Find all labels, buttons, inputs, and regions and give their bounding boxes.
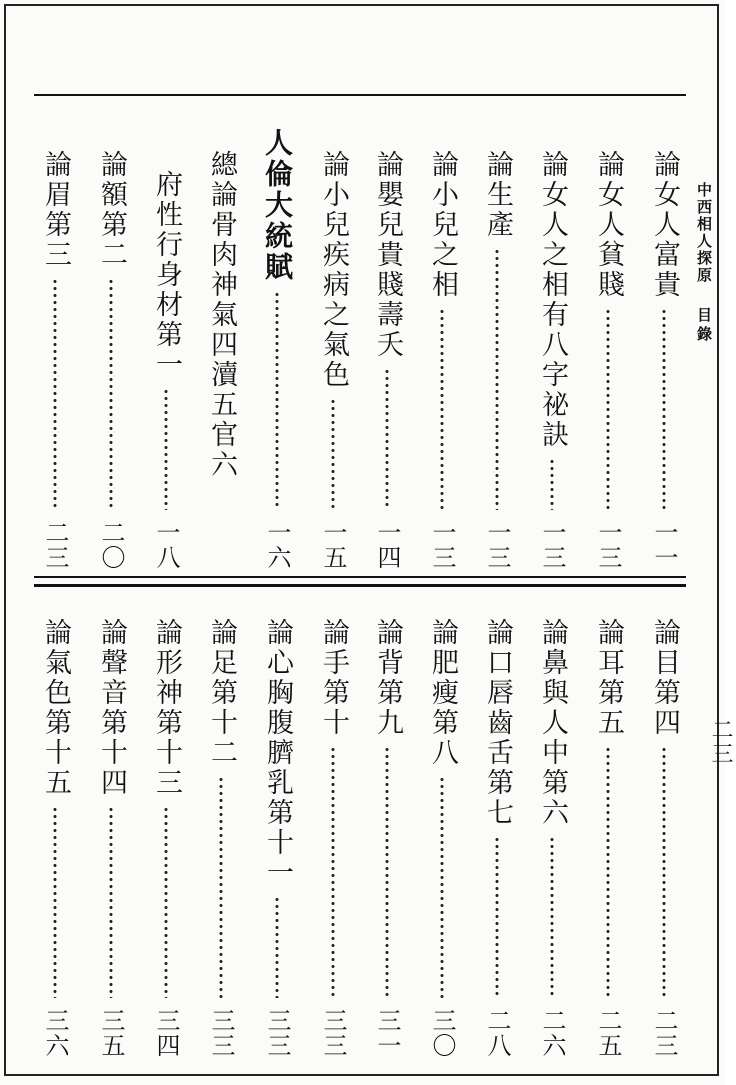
dot-leader bbox=[163, 388, 169, 510]
page-number: 二三 bbox=[708, 718, 733, 766]
dot-leader bbox=[108, 806, 114, 998]
toc-entry-page: 一一 bbox=[650, 520, 678, 570]
toc-entry-page: 三〇 bbox=[428, 1008, 456, 1058]
toc-entry-page: 一三 bbox=[538, 520, 566, 570]
toc-entry bbox=[203, 150, 239, 570]
top-rule bbox=[34, 94, 686, 96]
toc-entry bbox=[424, 150, 460, 570]
toc-entry-title: 府性行身材第一 bbox=[151, 170, 182, 380]
toc-entry bbox=[259, 128, 295, 570]
toc-entry-title: 論心胸腹臍乳第十一 bbox=[262, 618, 293, 888]
dot-leader bbox=[549, 458, 555, 510]
toc-entry-page: 三五 bbox=[97, 1008, 125, 1058]
dot-leader bbox=[274, 291, 280, 510]
toc-entry-page: 一八 bbox=[152, 520, 180, 570]
toc-entry-page: 一三 bbox=[594, 520, 622, 570]
toc-entry bbox=[37, 150, 73, 570]
dot-leader bbox=[494, 836, 500, 998]
toc-entry bbox=[646, 150, 682, 570]
toc-entry bbox=[315, 618, 351, 1058]
toc-entry-title: 論耳第五 bbox=[593, 618, 624, 738]
dot-leader bbox=[549, 836, 555, 998]
toc-entry bbox=[479, 150, 515, 570]
dot-leader bbox=[494, 248, 500, 510]
toc-entry bbox=[534, 150, 570, 570]
toc-entry-title: 論肥瘦第八 bbox=[427, 618, 458, 768]
toc-entry-title: 論女人之相有八字祕訣 bbox=[537, 150, 568, 450]
toc-entry-title: 人倫大統賦 bbox=[261, 128, 294, 283]
toc-entry bbox=[479, 618, 515, 1058]
toc-entry bbox=[534, 618, 570, 1058]
toc-entry-page: 一三 bbox=[483, 520, 511, 570]
dot-leader bbox=[52, 806, 58, 998]
toc-entry bbox=[369, 150, 405, 570]
running-header-section: 目錄 bbox=[695, 307, 713, 345]
toc-entry bbox=[93, 150, 129, 570]
toc-entry-title: 論氣色第十五 bbox=[40, 618, 71, 798]
toc-entry-title: 論足第十二 bbox=[206, 618, 237, 768]
toc-entry-page: 二三 bbox=[650, 1008, 678, 1058]
toc-entry-title: 總論骨肉神氣四瀆五官六 bbox=[206, 150, 237, 480]
toc-entry-page: 二三 bbox=[41, 520, 69, 570]
dot-leader bbox=[274, 896, 280, 998]
toc-entry-page: 二五 bbox=[594, 1008, 622, 1058]
toc-entry-page: 一四 bbox=[373, 520, 401, 570]
dot-leader bbox=[661, 746, 667, 998]
toc-entry-title: 論女人富貴 bbox=[649, 150, 680, 300]
toc-entry-page: 三三 bbox=[207, 1008, 235, 1058]
toc-entry-title: 論背第九 bbox=[372, 618, 403, 738]
toc-entry-title: 論鼻與人中第六 bbox=[537, 618, 568, 828]
toc-entry bbox=[148, 150, 184, 570]
toc-entry-page: 一五 bbox=[319, 520, 347, 570]
toc-entry-title: 論小兒之相 bbox=[427, 150, 458, 300]
toc-entry-title: 論生產 bbox=[482, 150, 513, 240]
dot-leader bbox=[605, 308, 611, 510]
dot-leader bbox=[661, 308, 667, 510]
running-header-title: 中西相人探原 bbox=[695, 182, 713, 284]
toc-entry-page: 一三 bbox=[428, 520, 456, 570]
toc-entry bbox=[315, 150, 351, 570]
dot-leader bbox=[384, 746, 390, 998]
toc-entry-title: 論手第十 bbox=[318, 618, 349, 738]
dot-leader bbox=[108, 278, 114, 510]
dot-leader bbox=[330, 398, 336, 510]
dot-leader bbox=[439, 776, 445, 998]
toc-entry-title: 論額第二 bbox=[96, 150, 127, 270]
dot-leader bbox=[163, 806, 169, 998]
toc-entry-title: 論小兒疾病之氣色 bbox=[318, 150, 349, 390]
toc-entry-page: 三四 bbox=[152, 1008, 180, 1058]
toc-entry-title: 論目第四 bbox=[649, 618, 680, 738]
dot-leader bbox=[330, 746, 336, 998]
toc-entry bbox=[646, 618, 682, 1058]
toc-entry-page: 二六 bbox=[538, 1008, 566, 1058]
dot-leader bbox=[384, 368, 390, 510]
toc-entry bbox=[37, 618, 73, 1058]
toc-entry-title: 論口唇齒舌第七 bbox=[482, 618, 513, 828]
middle-rule-thick bbox=[34, 584, 686, 587]
toc-entry-title: 論聲音第十四 bbox=[96, 618, 127, 798]
toc-entry bbox=[590, 618, 626, 1058]
middle-rule-thin bbox=[34, 576, 686, 578]
toc-entry bbox=[93, 618, 129, 1058]
dot-leader bbox=[605, 746, 611, 998]
toc-entry-page: 三三 bbox=[263, 1008, 291, 1058]
toc-entry-page: 二八 bbox=[483, 1008, 511, 1058]
toc-entry bbox=[424, 618, 460, 1058]
toc-entry-title: 論眉第三 bbox=[40, 150, 71, 270]
dot-leader bbox=[52, 278, 58, 510]
toc-entry-page: 三一 bbox=[373, 1008, 401, 1058]
toc-entry-page: 一六 bbox=[263, 520, 291, 570]
toc-entry bbox=[369, 618, 405, 1058]
toc-entry-page: 三三 bbox=[319, 1008, 347, 1058]
toc-entry-title: 論形神第十三 bbox=[151, 618, 182, 798]
toc-entry bbox=[148, 618, 184, 1058]
toc-entry-title: 論嬰兒貴賤壽夭 bbox=[372, 150, 403, 360]
toc-entry-page: 二〇 bbox=[97, 520, 125, 570]
toc-entry-page: 三六 bbox=[41, 1008, 69, 1058]
dot-leader bbox=[218, 776, 224, 998]
toc-entry bbox=[259, 618, 295, 1058]
toc-entry bbox=[590, 150, 626, 570]
dot-leader bbox=[439, 308, 445, 510]
toc-entry bbox=[203, 618, 239, 1058]
toc-entry-title: 論女人貧賤 bbox=[593, 150, 624, 300]
